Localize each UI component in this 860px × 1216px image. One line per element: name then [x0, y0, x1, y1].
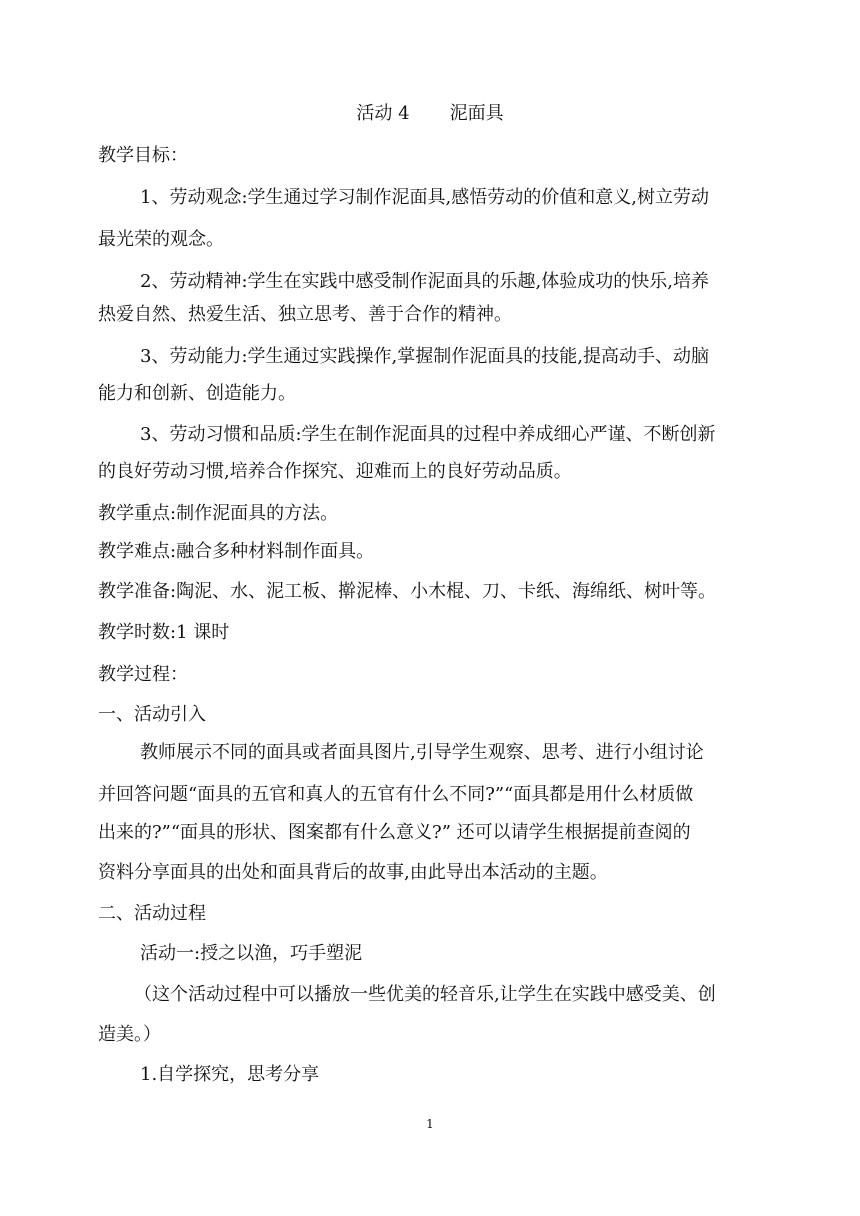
section-1-heading: 一、活动引入	[98, 704, 206, 725]
note-line-2: 造美。）	[98, 1024, 161, 1045]
activity-name: 泥面具	[449, 103, 504, 124]
section-2-heading: 二、活动过程	[98, 903, 206, 924]
objective-2-line-1: 2、劳动精神:学生在实践中感受制作泥面具的乐趣,体验成功的快乐,培养	[140, 271, 709, 292]
objective-1-line-2: 最光荣的观念。	[98, 229, 224, 250]
difficulty: 教学难点:融合多种材料制作面具。	[98, 541, 375, 562]
note-line-1: （这个活动过程中可以播放一些优美的轻音乐,让学生在实践中感受美、创	[134, 984, 716, 1005]
objectives-heading: 教学目标：	[98, 145, 188, 166]
page-number: 1	[426, 1117, 434, 1131]
objective-3-line-1: 3、劳动能力:学生通过实践操作,掌握制作泥面具的技能,提高动手、动脑	[140, 346, 709, 367]
teaching-hours: 教学时数:1 课时	[98, 622, 230, 643]
objective-2-line-2: 热爱自然、热爱生活、独立思考、善于合作的精神。	[98, 304, 512, 325]
objective-4-line-2: 的良好劳动习惯,培养合作探究、迎难而上的良好劳动品质。	[98, 461, 572, 482]
intro-line-3: 出来的?”“面具的形状、图案都有什么意义?” 还可以请学生根据提前查阅的	[98, 822, 691, 843]
intro-line-1: 教师展示不同的面具或者面具图片,引导学生观察、思考、进行小组讨论	[140, 742, 704, 763]
objective-4-line-1: 3、劳动习惯和品质:学生在制作泥面具的过程中养成细心严谨、不断创新	[140, 424, 716, 445]
objective-3-line-2: 能力和创新、创造能力。	[98, 383, 296, 404]
step-1-heading: 1.自学探究，思考分享	[140, 1064, 320, 1085]
key-point: 教学重点:制作泥面具的方法。	[98, 503, 339, 524]
activity-number: 活动 4	[356, 103, 410, 124]
intro-line-4: 资料分享面具的出处和面具背后的故事,由此导出本活动的主题。	[98, 862, 608, 883]
document-title	[0, 102, 860, 126]
objective-1-line-1: 1、劳动观念:学生通过学习制作泥面具,感悟劳动的价值和意义,树立劳动	[140, 187, 709, 208]
intro-line-2: 并回答问题“面具的五官和真人的五官有什么不同?”“面具都是用什么材质做	[98, 784, 694, 805]
activity-1-heading: 活动一:授之以渔，巧手塑泥	[140, 943, 363, 964]
process-heading: 教学过程：	[98, 664, 188, 685]
preparation: 教学准备:陶泥、水、泥工板、擀泥棒、小木棍、刀、卡纸、海绵纸、树叶等。	[98, 581, 717, 602]
